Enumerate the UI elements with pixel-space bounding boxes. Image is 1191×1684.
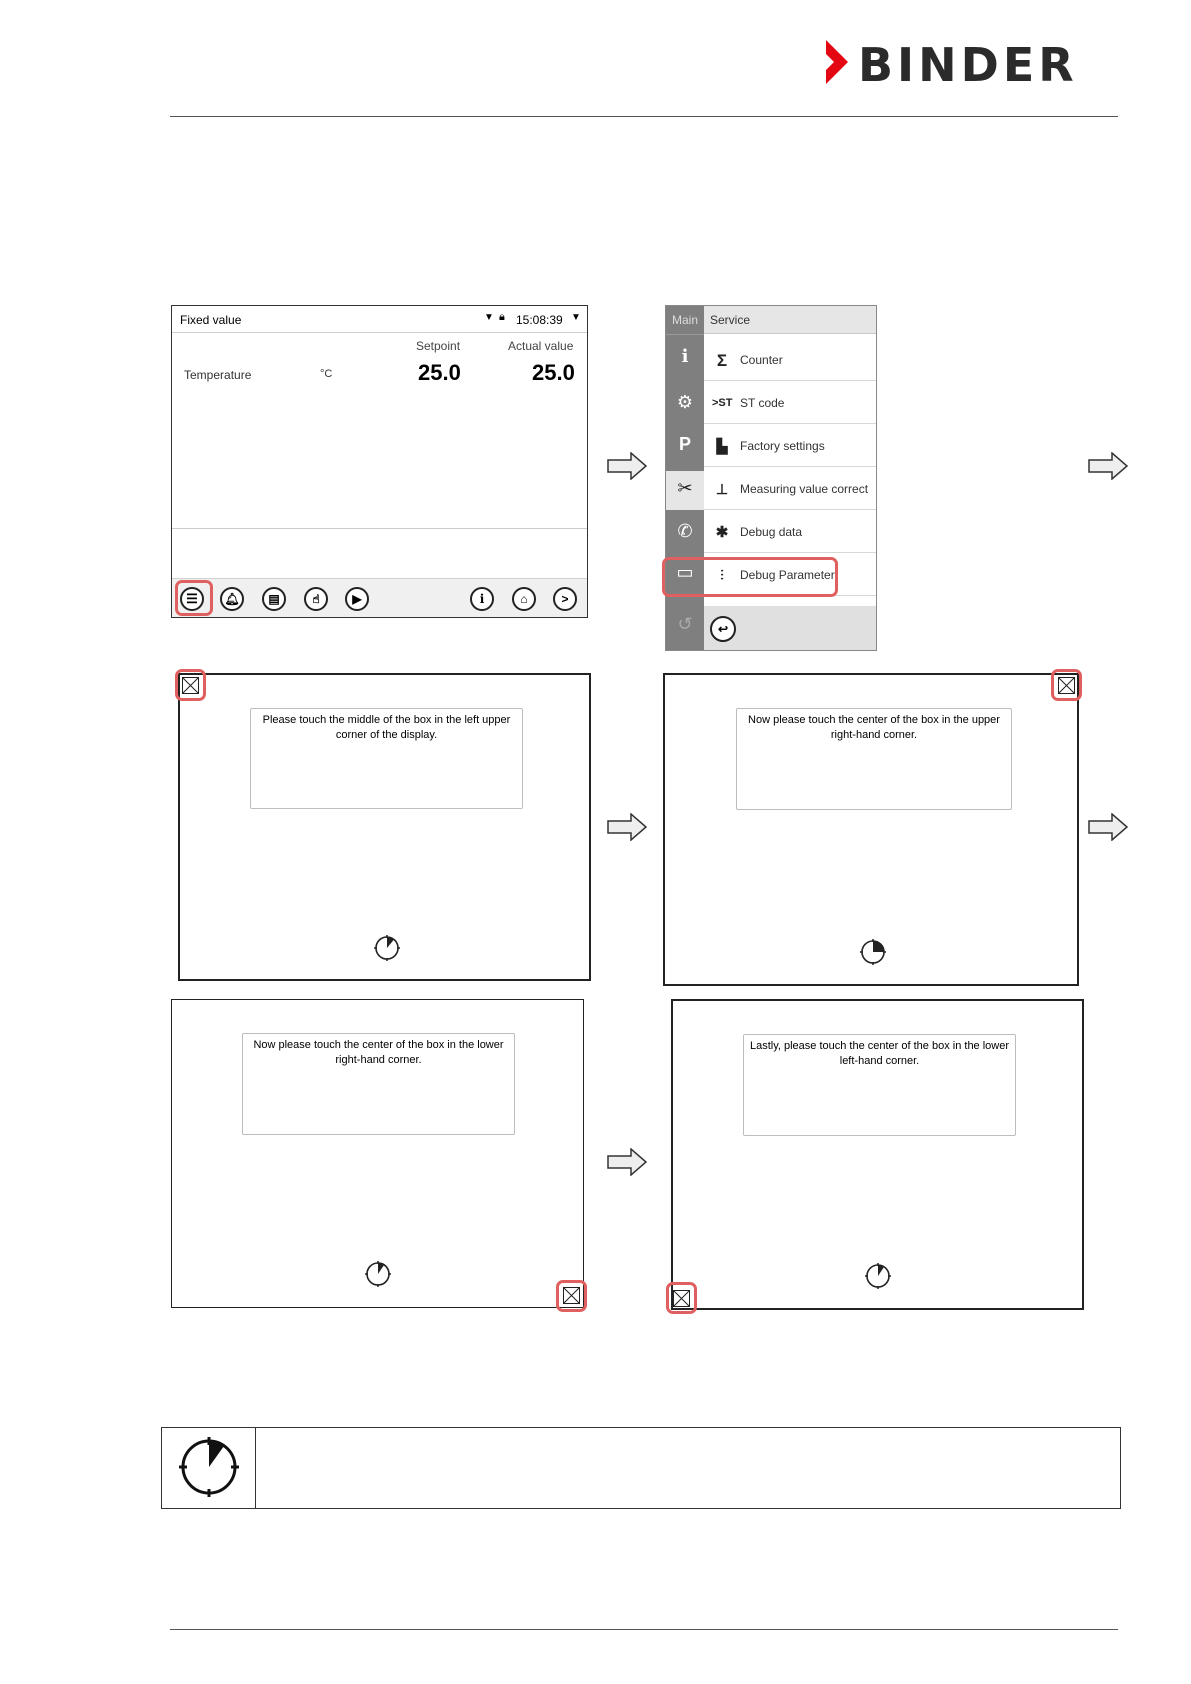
menu-item-label: ST code [740, 396, 785, 410]
menu-bottom-bar [704, 606, 876, 650]
display-tab-highlight [662, 557, 838, 597]
debug-parameter-icon: ⫶ [720, 567, 724, 583]
page-title: Fixed value [180, 313, 242, 327]
brand-name: BINDER [858, 38, 1078, 92]
menu-item-debug-data[interactable] [704, 513, 876, 553]
calibration-message: Now please touch the center of the box in the upper right-hand corner. [736, 708, 1012, 810]
content-divider [172, 528, 587, 529]
arrow-right-icon [607, 1148, 647, 1176]
sigma-icon: Σ [716, 351, 728, 370]
footer-rule [170, 1629, 1118, 1630]
menu-item-st-code[interactable] [704, 384, 876, 424]
back-icon[interactable]: ↩ [710, 616, 736, 642]
menu-item-label: Debug Parameter [740, 568, 835, 582]
arrow-right-icon [1088, 813, 1128, 841]
setpoint-header: Setpoint [416, 339, 461, 353]
note-icon-cell [162, 1428, 256, 1508]
lock-icon: 🔒︎ [499, 311, 505, 323]
menu-item-counter[interactable] [704, 341, 876, 381]
menu-item-label: Factory settings [740, 439, 825, 453]
info-icon[interactable]: i [470, 587, 494, 611]
clock-time: 15:08:39 [516, 313, 563, 327]
temperature-label: Temperature [184, 368, 252, 382]
menu-icon[interactable]: ☰ [180, 587, 204, 611]
target-highlight [175, 669, 206, 701]
info-icon[interactable]: i [681, 346, 689, 367]
event-list-icon[interactable]: ▤ [262, 587, 286, 611]
dropdown-icon[interactable]: ▼ [484, 312, 494, 323]
calibration-screen-step4 [671, 999, 1084, 1310]
actual-header: Actual value [508, 339, 574, 353]
st-code-icon: >ST [712, 397, 733, 409]
menu-item-factory-settings[interactable] [704, 427, 876, 467]
target-highlight [556, 1280, 587, 1312]
menu-button-highlight [175, 580, 213, 616]
brand-logo-mark [826, 40, 848, 84]
phone-service-icon[interactable]: ✆ [677, 521, 693, 541]
calibration-message: Please touch the middle of the box in the left upper corner of the display. [250, 708, 523, 809]
arrow-right-icon [1088, 452, 1128, 480]
tools-icon[interactable]: ✂ [677, 478, 693, 498]
clock-icon [373, 934, 401, 962]
calibration-screen-step1 [178, 673, 591, 981]
measure-correction-icon: ⊥ [715, 481, 729, 497]
sidebar-main-label[interactable]: Main [666, 306, 704, 335]
home-status-bar [172, 306, 587, 333]
back-disabled-icon: ↺ [677, 614, 693, 634]
service-menu-screen [665, 305, 877, 651]
calibration-message: Lastly, please touch the center of the box in the lower left-hand corner. [743, 1034, 1016, 1136]
menu-item-label: Debug data [740, 525, 803, 539]
display-icon[interactable]: ▭ [676, 562, 694, 582]
menu-item-label: Counter [740, 353, 783, 367]
menu-item-label: Measuring value correct [740, 482, 869, 496]
bug-icon: ✱ [715, 524, 729, 541]
calibration-screen-step2 [663, 673, 1079, 986]
clock-icon [178, 1436, 240, 1498]
next-icon[interactable]: > [553, 587, 577, 611]
actual-value: 25.0 [532, 360, 575, 385]
factory-icon: ▙ [716, 438, 728, 454]
target-highlight [666, 1282, 697, 1314]
target-highlight [1051, 669, 1082, 701]
temperature-unit: °C [320, 368, 333, 380]
home-footer-toolbar [172, 578, 587, 617]
note-box [161, 1427, 1121, 1509]
brand-logo [826, 40, 1126, 90]
arrow-right-icon [607, 452, 647, 480]
arrow-right-icon [607, 813, 647, 841]
menu-header: Service [704, 306, 876, 334]
calibration-screen-step3 [171, 999, 584, 1308]
menu-sidebar [666, 306, 704, 650]
clock-icon [364, 1260, 392, 1288]
manual-mode-icon[interactable]: ☝︎ [304, 587, 328, 611]
setpoint-value: 25.0 [418, 360, 461, 385]
start-program-icon[interactable]: ▶ [345, 587, 369, 611]
calibration-message: Now please touch the center of the box in the lower right-hand corner. [242, 1033, 515, 1135]
menu-item-measuring-correction[interactable] [704, 470, 876, 510]
time-dropdown-icon[interactable]: ▼ [571, 312, 581, 323]
clock-icon [864, 1262, 892, 1290]
clock-icon [859, 938, 887, 966]
header-rule [170, 116, 1118, 117]
home-icon[interactable]: ⌂ [512, 587, 536, 611]
home-screen [171, 305, 588, 618]
program-icon[interactable]: P [678, 434, 691, 454]
alarm-icon[interactable]: 🔔︎ [220, 587, 244, 611]
settings-icon[interactable]: ⚙ [676, 392, 694, 412]
